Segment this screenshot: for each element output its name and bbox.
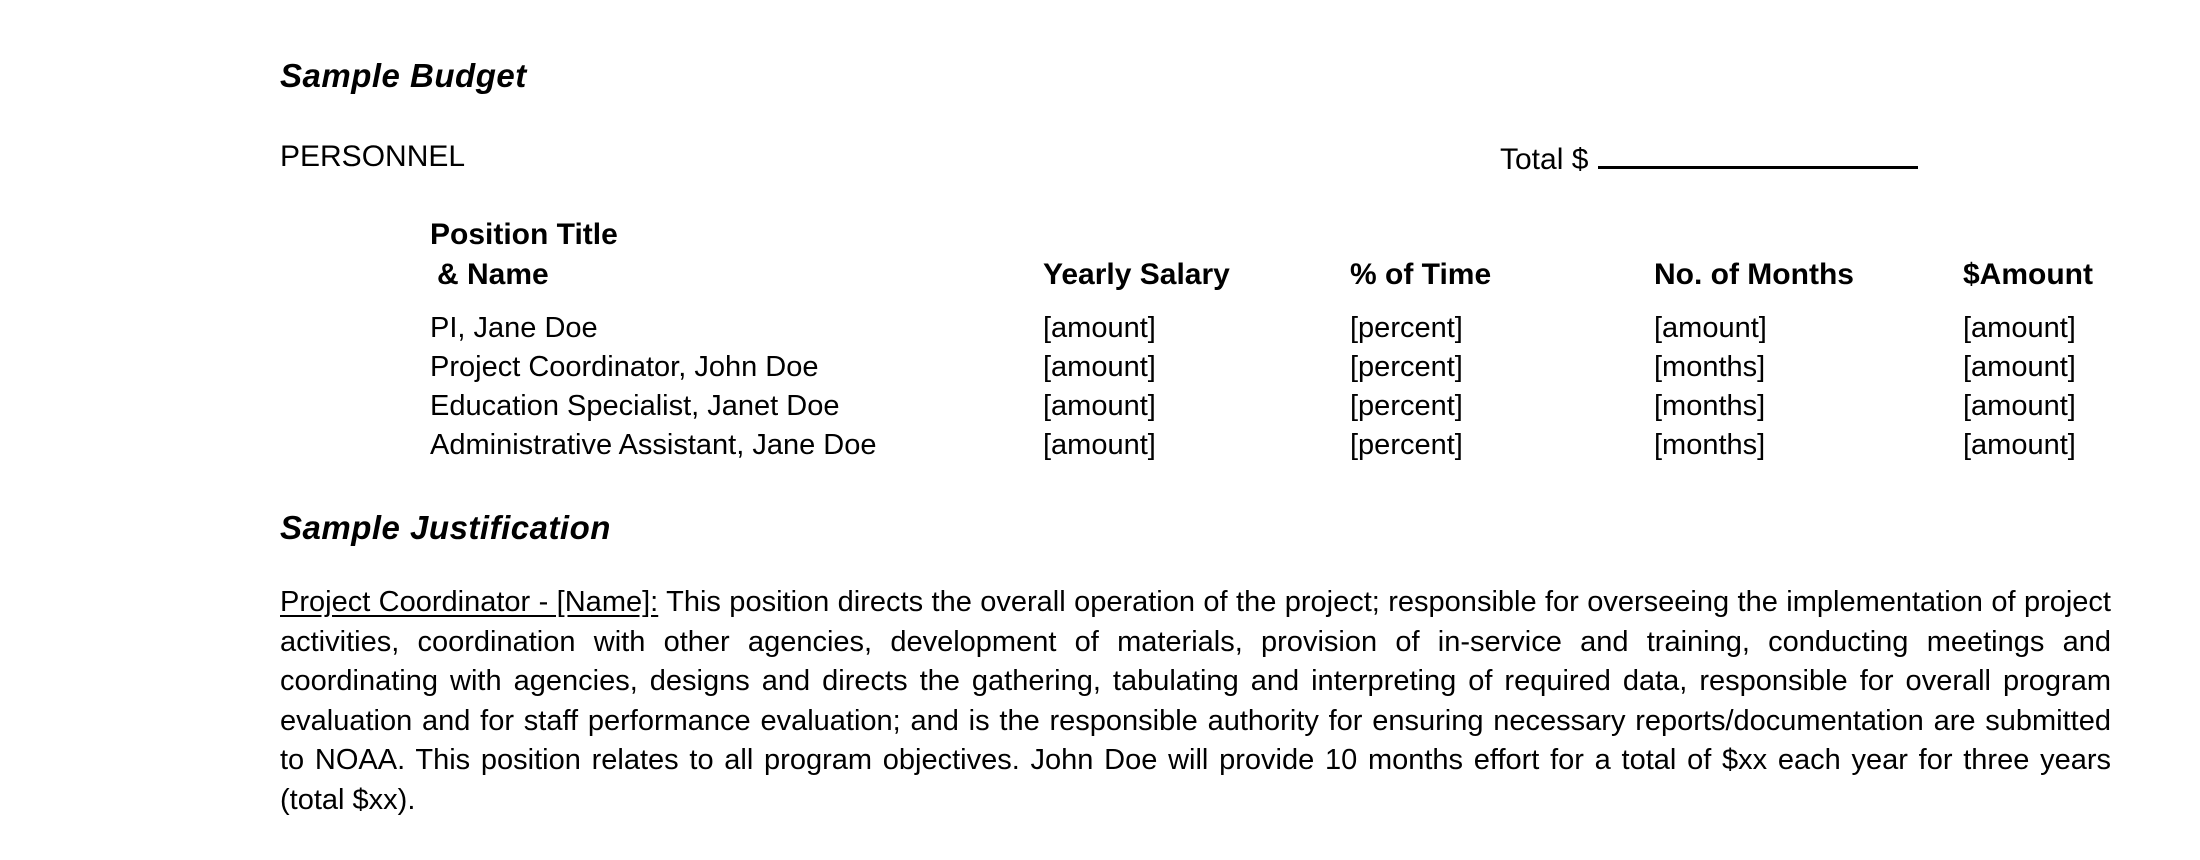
row-salary: [amount] — [1043, 429, 1156, 461]
row-amount: [amount] — [1963, 429, 2076, 461]
row-position: PI, Jane Doe — [430, 312, 598, 344]
justification-paragraph — [280, 583, 2111, 820]
row-months: [amount] — [1654, 312, 1767, 344]
justification-lead: Project Coordinator - [Name]: — [280, 586, 659, 618]
row-percent: [percent] — [1350, 390, 1463, 422]
row-amount: [amount] — [1963, 312, 2076, 344]
personnel-section-row — [280, 137, 2111, 177]
row-position: Project Coordinator, John Doe — [430, 351, 819, 383]
budget-table-header — [430, 215, 2111, 295]
total-blank-line — [1598, 137, 1918, 169]
row-amount: [amount] — [1963, 390, 2076, 422]
personnel-section-label: PERSONNEL — [280, 140, 466, 173]
row-months: [months] — [1654, 390, 1766, 422]
total-label: Total $ — [1500, 143, 1589, 176]
budget-table-body — [430, 309, 2111, 465]
position-header-line1: Position Title — [430, 218, 618, 251]
row-months: [months] — [1654, 429, 1766, 461]
column-header-yearly-salary: Yearly Salary — [1043, 258, 1230, 291]
column-header-no-of-months: No. of Months — [1654, 258, 1854, 291]
row-position: Administrative Assistant, Jane Doe — [430, 429, 877, 461]
justification-body: This position directs the overall operation of the project; responsible for overseeing the implementation of project activities, coordination with other agencies, development of materials, provision of in-service and training, conducting meetings and coordinating with agencies, designs and directs the gathering, tabulating and interpreting of required data, responsible for overall program evaluation and for staff performance evaluation; and is the responsible authority for ensuring necessary reports/documentation are submitted to NOAA. This position relates to all program objectives. John Doe will provide 10 months effort for a total of $xx each year for three years (total $xx). — [280, 586, 2111, 816]
total-field — [1500, 137, 1918, 180]
row-months: [months] — [1654, 351, 1766, 383]
row-amount: [amount] — [1963, 351, 2076, 383]
row-percent: [percent] — [1350, 312, 1463, 344]
position-header-line2: & Name — [437, 258, 549, 291]
row-salary: [amount] — [1043, 312, 1156, 344]
column-header-amount: $Amount — [1963, 258, 2093, 291]
sample-justification-title: Sample Justification — [280, 509, 611, 546]
sample-budget-title: Sample Budget — [280, 57, 527, 94]
row-salary: [amount] — [1043, 351, 1156, 383]
column-header-position — [430, 215, 1043, 295]
row-percent: [percent] — [1350, 429, 1463, 461]
row-percent: [percent] — [1350, 351, 1463, 383]
row-salary: [amount] — [1043, 390, 1156, 422]
row-position: Education Specialist, Janet Doe — [430, 390, 840, 422]
column-header-percent-time: % of Time — [1350, 258, 1492, 291]
